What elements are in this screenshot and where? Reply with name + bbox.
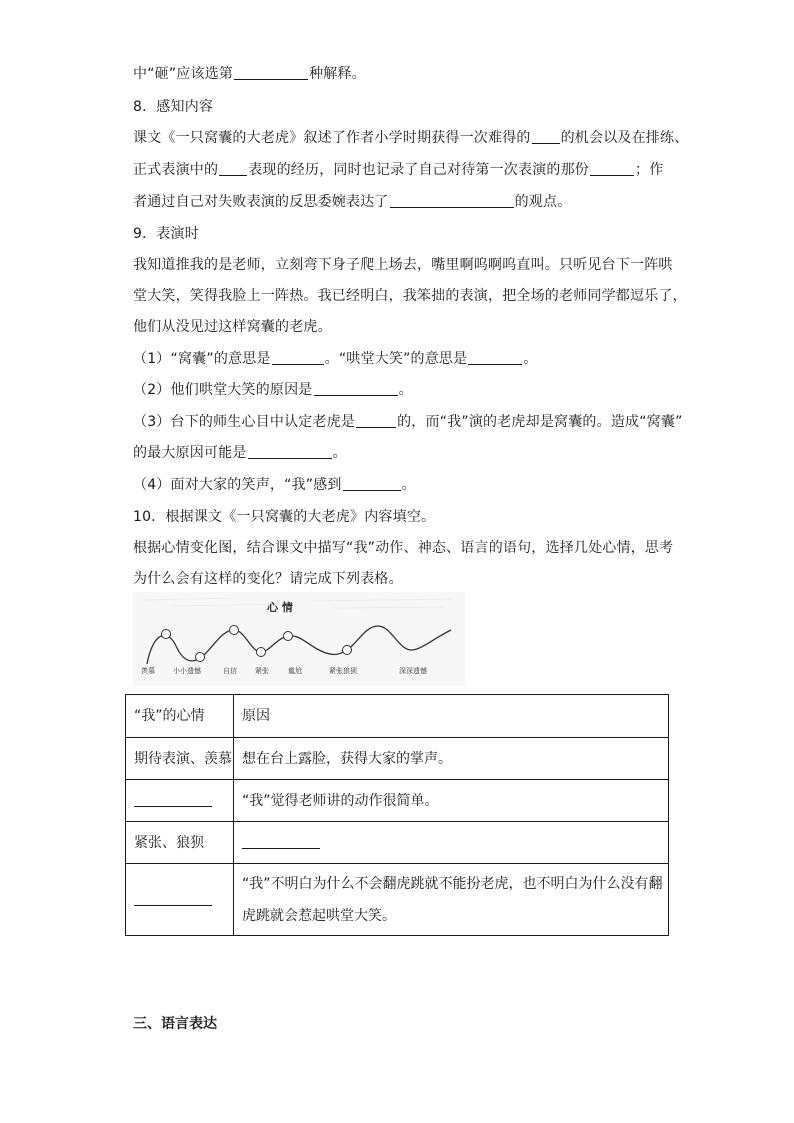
cell-reason: “我”觉得老师讲的动作很简单。 <box>234 780 669 822</box>
mood-label: 紧张 <box>255 667 269 675</box>
q9-subquestion-3-line-1 <box>133 412 683 432</box>
table-row <box>126 864 669 936</box>
q8-line-2 <box>133 160 663 180</box>
answer-blank[interactable] <box>134 792 212 807</box>
answer-blank[interactable] <box>343 476 401 491</box>
q9-passage-line-2: 堂大笑，笑得我脸上一阵热。我已经明白，我笨拙的表演，把全场的老师同学都逗乐了， <box>133 288 687 304</box>
q9-subquestion-4 <box>133 475 416 495</box>
answer-blank[interactable] <box>590 161 634 176</box>
mood-point <box>230 626 239 635</box>
question-10-title: 10．根据课文《一只窝囊的大老虎》内容填空。 <box>133 509 436 525</box>
cell-reason: 想在台上露脸，获得大家的掌声。 <box>234 738 669 780</box>
section-three-heading: 三、语言表达 <box>133 1016 217 1032</box>
text: 课文《一只窝囊的大老虎》叙述了作者小学时期获得一次难得的 <box>133 130 531 146</box>
text: （1）“窝囊”的意思是 <box>133 351 271 367</box>
reason-line: “我”不明白为什么不会翻虎跳就不能扮老虎，也不明白为什么没有翻 <box>242 875 663 892</box>
q8-line-3 <box>133 192 571 212</box>
q9-subquestion-1 <box>133 349 538 369</box>
answer-blank[interactable] <box>234 65 308 80</box>
cell-mood <box>126 864 234 936</box>
mood-label: 羡慕 <box>141 667 155 675</box>
text: 的最大原因可能是 <box>133 445 247 461</box>
answer-blank[interactable] <box>314 381 398 396</box>
mood-point <box>284 632 293 641</box>
cell-mood: 期待表演、羡慕 <box>126 738 234 780</box>
text: 。“哄堂大笑”的意思是 <box>324 351 468 367</box>
answer-blank[interactable] <box>242 834 320 849</box>
table-row <box>126 738 669 780</box>
header-mood: “我”的心情 <box>126 695 234 738</box>
text: 正式表演中的 <box>133 162 219 178</box>
mood-change-figure <box>133 592 465 686</box>
answer-blank[interactable] <box>390 193 514 208</box>
mood-label: 小小遗憾 <box>173 667 201 675</box>
mood-label: 尴尬 <box>288 667 302 675</box>
text: 。 <box>332 445 347 461</box>
text: 。 <box>398 382 413 398</box>
q10-instruction-line-1: 根据心情变化图，结合课文中描写“我”动作、神态、语言的语句，选择几处心情，思考 <box>133 540 674 556</box>
mood-label: 深深遗憾 <box>399 667 427 675</box>
text: ；作 <box>635 162 664 178</box>
question-9-title: 9．表演时 <box>133 226 199 242</box>
q10-instruction-line-2: 为什么会有这样的变化？请完成下列表格。 <box>133 571 403 587</box>
text: 者通过自己对失败表演的反思委婉表达了 <box>133 194 389 210</box>
q8-line-1 <box>133 128 688 148</box>
table-row <box>126 780 669 822</box>
mood-point <box>162 630 171 639</box>
mood-label: 紧张狼狈 <box>329 667 357 675</box>
text: 。 <box>523 351 538 367</box>
answer-blank[interactable] <box>356 413 396 428</box>
line-choose-definition <box>133 64 366 84</box>
cell-mood <box>126 780 234 822</box>
q9-subquestion-2 <box>133 380 413 400</box>
answer-blank[interactable] <box>134 891 212 906</box>
table-row <box>126 822 669 864</box>
header-reason: 原因 <box>234 695 669 738</box>
answer-blank[interactable] <box>468 350 522 365</box>
text: 表现的经历，同时也记录了自己对待第一次表演的那份 <box>248 162 590 178</box>
text: 的机会以及在排练、 <box>560 130 689 146</box>
mood-point <box>343 646 352 655</box>
text: 。 <box>401 477 416 493</box>
text: （4）面对大家的笑声，“我”感到 <box>133 477 342 493</box>
mood-curve-svg <box>133 592 465 686</box>
q9-passage-line-3: 他们从没见过这样窝囊的老虎。 <box>133 319 332 335</box>
table-header-row <box>126 695 669 738</box>
answer-blank[interactable] <box>219 161 247 176</box>
mood-point <box>196 653 205 662</box>
text: 中“砸”应该选第 <box>133 66 234 82</box>
cell-mood: 紧张、狼狈 <box>126 822 234 864</box>
text: 种解释。 <box>309 66 366 82</box>
text: 的观点。 <box>514 194 572 210</box>
text: （3）台下的师生心目中认定老虎是 <box>133 414 356 430</box>
mood-point <box>257 648 266 657</box>
text: 的，而“我”演的老虎却是窝囊的。造成“窝囊” <box>397 414 683 430</box>
figure-title: 心 情 <box>267 601 293 614</box>
cell-reason <box>234 864 669 936</box>
answer-blank[interactable] <box>532 129 560 144</box>
answer-blank[interactable] <box>272 350 324 365</box>
cell-reason <box>234 822 669 864</box>
mood-reason-table <box>125 694 669 936</box>
q9-passage-line-1: 我知道推我的是老师，立刻弯下身子爬上场去，嘴里啊呜啊呜直叫。只听见台下一阵哄 <box>133 257 673 273</box>
reason-line: 虎跳就会惹起哄堂大笑。 <box>242 907 396 924</box>
text: （2）他们哄堂大笑的原因是 <box>133 382 313 398</box>
answer-blank[interactable] <box>248 444 332 459</box>
mood-label: 自信 <box>223 667 237 675</box>
q9-subquestion-3-line-2 <box>133 443 347 463</box>
question-8-title: 8．感知内容 <box>133 99 214 115</box>
